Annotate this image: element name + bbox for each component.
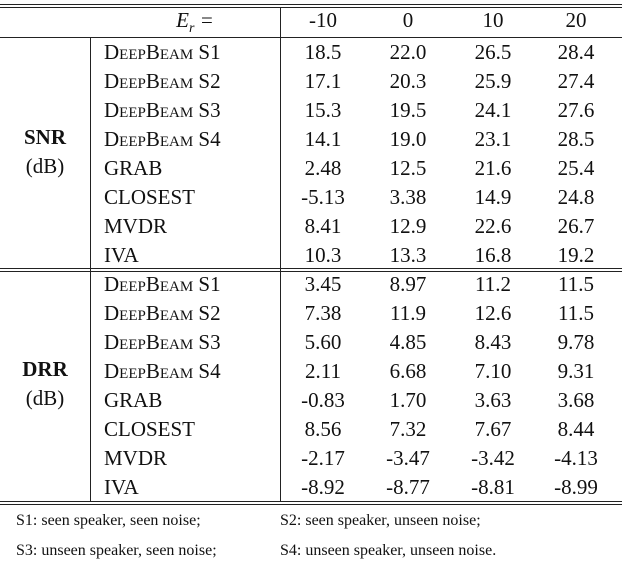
value-cell: -5.13 [301,185,345,209]
value-cell: 8.44 [557,417,595,441]
method-cell: MVDR [104,214,168,238]
er-header: $E_r$ = [176,8,214,37]
value-cell: 25.9 [474,69,512,93]
value-cell: 19.2 [557,243,595,267]
value-cell: -3.47 [386,446,430,470]
value-cell: 23.1 [474,127,512,151]
value-cell: 11.9 [390,301,426,325]
value-cell: 16.8 [474,243,512,267]
condition-header: 10 [482,8,504,32]
value-cell: 7.10 [474,359,512,383]
value-cell: 28.5 [557,127,595,151]
value-cell: 13.3 [389,243,427,267]
value-cell: 14.1 [304,127,342,151]
value-cell: 7.67 [474,417,512,441]
group-divider [90,38,91,501]
value-cell: 25.4 [557,156,595,180]
value-cell: 7.38 [304,301,342,325]
value-cell: -3.42 [471,446,515,470]
method-cell: DeepBeam S1 [104,40,221,64]
value-cell: 3.45 [304,272,342,296]
method-cell: DeepBeam S2 [104,69,221,93]
value-cell: 12.6 [474,301,512,325]
group-label-snr: SNR [23,125,66,149]
value-cell: 26.5 [474,40,512,64]
method-cell: MVDR [104,446,168,470]
method-cell: GRAB [104,156,163,180]
condition-header: 0 [402,8,414,32]
condition-header: -10 [309,8,337,32]
value-cell: 26.7 [557,214,595,238]
top-rule-1 [0,4,622,5]
value-cell: -8.92 [301,475,345,499]
value-cell: 11.2 [475,272,511,296]
method-cell: CLOSEST [104,417,196,441]
method-cell: IVA [104,475,139,499]
group-label-drr: DRR [22,357,68,381]
value-cell: 8.43 [474,330,512,354]
value-cell: 24.8 [557,185,595,209]
value-cell: 28.4 [557,40,595,64]
value-cell: 3.38 [389,185,427,209]
method-cell: DeepBeam S3 [104,330,221,354]
value-cell: 3.63 [474,388,512,412]
method-cell: DeepBeam S4 [104,359,221,383]
value-cell: 17.1 [304,69,342,93]
value-cell: 18.5 [304,40,342,64]
method-cell: DeepBeam S4 [104,127,221,151]
value-cell: 10.3 [304,243,342,267]
group-unit-snr: (dB) [25,154,65,178]
method-cell: IVA [104,243,139,267]
value-cell: 21.6 [474,156,512,180]
value-cell: 8.97 [389,272,427,296]
method-cell: DeepBeam S3 [104,98,221,122]
value-cell: 19.0 [389,127,427,151]
value-cell: 27.4 [557,69,595,93]
bottom-rule-2 [0,504,622,505]
value-cell: 9.31 [557,359,595,383]
value-cell: 15.3 [304,98,342,122]
method-cell: DeepBeam S2 [104,301,221,325]
value-divider [280,8,281,501]
value-cell: 19.5 [389,98,427,122]
value-cell: 22.6 [474,214,512,238]
value-cell: 22.0 [389,40,427,64]
value-cell: -0.83 [301,388,345,412]
value-cell: 3.68 [557,388,595,412]
footnote-s2: S2: seen speaker, unseen noise; [280,512,481,529]
value-cell: 11.5 [558,301,594,325]
value-cell: 12.9 [389,214,427,238]
footnote-s4: S4: unseen speaker, unseen noise. [280,542,497,559]
method-cell: CLOSEST [104,185,196,209]
value-cell: 12.5 [389,156,427,180]
value-cell: 11.5 [558,272,594,296]
value-cell: -8.99 [554,475,598,499]
value-cell: -4.13 [554,446,598,470]
condition-header: 20 [565,8,587,32]
value-cell: -8.81 [471,475,515,499]
value-cell: 2.11 [305,359,341,383]
footnote-s1: S1: seen speaker, seen noise; [16,512,201,529]
value-cell: 8.56 [304,417,342,441]
value-cell: 8.41 [304,214,342,238]
value-cell: 4.85 [389,330,427,354]
value-cell: 6.68 [389,359,427,383]
value-cell: -2.17 [301,446,345,470]
value-cell: 5.60 [304,330,342,354]
footnote-s3: S3: unseen speaker, seen noise; [16,542,217,559]
value-cell: 1.70 [389,388,427,412]
group-unit-drr: (dB) [25,386,65,410]
value-cell: 7.32 [389,417,427,441]
method-cell: GRAB [104,388,163,412]
value-cell: 14.9 [474,185,512,209]
value-cell: 20.3 [389,69,427,93]
value-cell: 2.48 [304,156,342,180]
value-cell: 9.78 [557,330,595,354]
value-cell: 24.1 [474,98,512,122]
value-cell: 27.6 [557,98,595,122]
method-cell: DeepBeam S1 [104,272,221,296]
value-cell: -8.77 [386,475,430,499]
